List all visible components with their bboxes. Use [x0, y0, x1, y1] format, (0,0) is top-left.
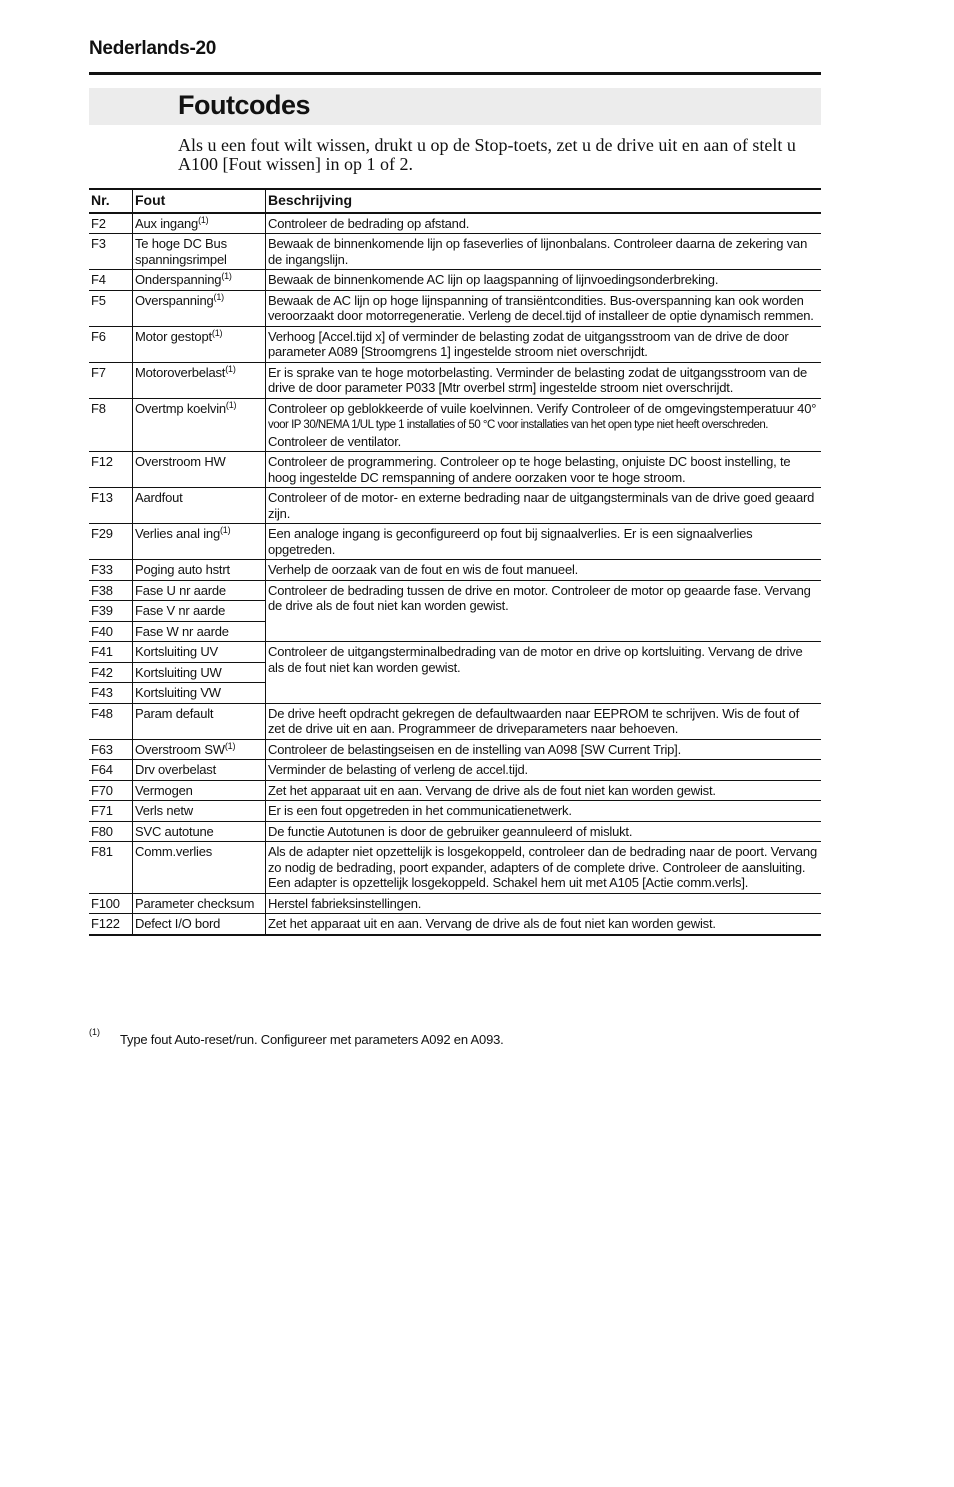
- fault-nr: F4: [89, 270, 133, 291]
- fault-description: Als de adapter niet opzettelijk is losgekoppeld, controleer dan de bedrading naar de poort. Vervang zo nodig de bedrading, poort expander, adapters of de complete drive. Controleer de aansluiting. Een adapter is opzettelijk losgekoppeld. Schakel hem uit met A105 [Actie comm.verls].: [266, 842, 822, 894]
- fault-description: Controleer de bedrading tussen de drive en motor. Controleer de motor op geaarde fase. Vervang de drive als de fout niet kan worden gewist.: [266, 580, 822, 642]
- fault-nr: F100: [89, 893, 133, 914]
- fault-description: Bewaak de binnenkomende lijn op faseverlies of lijnonbalans. Controleer daarna de zekering van de ingangslijn.: [266, 234, 822, 270]
- fault-nr: F39: [89, 601, 133, 622]
- fault-description: Controleer de uitgangsterminalbedrading van de motor en drive op kortsluiting. Vervang de drive als de fout niet kan worden gewist.: [266, 642, 822, 704]
- fault-name: Aux ingang$^{(1)}$: [133, 213, 266, 234]
- table-row: [89, 760, 821, 781]
- fault-description: Een analoge ingang is geconfigureerd op fout bij signaalverlies. Er is een signaalverlies opgetreden.: [266, 524, 822, 560]
- fault-description: Controleer op geblokkeerde of vuile koelvinnen. Verify Controleer of de omgevingstemperatuur 40° voor IP 30/NEMA 1/UL type 1 installaties of 50 °C voor installaties van het open type niet heeft overschreden. Controleer de ventilator.: [266, 398, 822, 452]
- fault-description: Bewaak de binnenkomende AC lijn op laagspanning of lijnvoedingsonderbreking.: [266, 270, 822, 291]
- fault-name: Onderspanning$^{(1)}$: [133, 270, 266, 291]
- table-row: [89, 524, 821, 560]
- footnote-ref: (1): [198, 214, 209, 225]
- fault-name: Overspanning$^{(1)}$: [133, 290, 266, 326]
- table-row: [89, 290, 821, 326]
- table-row: [89, 580, 821, 601]
- fault-description: Herstel fabrieksinstellingen.: [266, 893, 822, 914]
- fault-description: Controleer of de motor- en externe bedrading naar de uitgangsterminals van de drive goed geaard zijn.: [266, 488, 822, 524]
- footnote-ref: (1): [225, 399, 237, 410]
- fault-name: Verls netw: [133, 801, 266, 822]
- fault-nr: F29: [89, 524, 133, 560]
- footnote-text: Type fout Auto-reset/run. Configureer met parameters A092 en A093.: [120, 1032, 504, 1047]
- fault-name: Motor gestopt$^{(1)}$: [133, 326, 266, 362]
- fault-nr: F5: [89, 290, 133, 326]
- fault-nr: F43: [89, 683, 133, 704]
- table-row: [89, 893, 821, 914]
- table-row: [89, 326, 821, 362]
- table-row: [89, 703, 821, 739]
- fault-name: Drv overbelast: [133, 760, 266, 781]
- fault-nr: F12: [89, 452, 133, 488]
- table-row: [89, 560, 821, 581]
- fault-nr: F7: [89, 362, 133, 398]
- fault-nr: F38: [89, 580, 133, 601]
- fault-nr: F13: [89, 488, 133, 524]
- table-row: [89, 488, 821, 524]
- fault-name: Fase U nr aarde: [133, 580, 266, 601]
- table-row: [89, 821, 821, 842]
- footnote-ref: (1): [224, 740, 236, 751]
- fault-description: De drive heeft opdracht gekregen de defaultwaarden naar EEPROM te schrijven. Wis de fout of zet de drive uit en aan. Programmeer de driveparameters naar behoeven.: [266, 703, 822, 739]
- fault-nr: F63: [89, 739, 133, 760]
- fault-description: Zet het apparaat uit en aan. Vervang de drive als de fout niet kan worden gewist.: [266, 914, 822, 935]
- fault-name: Kortsluiting VW: [133, 683, 266, 704]
- fault-description: Zet het apparaat uit en aan. Vervang de drive als de fout niet kan worden gewist.: [266, 780, 822, 801]
- fault-name: Te hoge DC Bus spanningsrimpel: [133, 234, 266, 270]
- fault-name: Defect I/O bord: [133, 914, 266, 935]
- fault-nr: F2: [89, 213, 133, 234]
- intro-text: Als u een fout wilt wissen, drukt u op de Stop-toets, zet u de drive uit en aan of stelt u A100 [Fout wissen] in op 1 of 2.: [178, 135, 796, 174]
- fault-name: Fase W nr aarde: [133, 621, 266, 642]
- fault-description: Controleer de belastingseisen en de instelling van A098 [SW Current Trip].: [266, 739, 822, 760]
- fault-name: Poging auto hstrt: [133, 560, 266, 581]
- fault-nr: F6: [89, 326, 133, 362]
- fault-description: Verhoog [Accel.tijd x] of verminder de belasting zodat de uitgangsstroom van de drive de door parameter A089 [Stroomgrens 1] ingestelde stroom niet overschrijdt.: [266, 326, 822, 362]
- footnote-ref: (1): [219, 525, 231, 535]
- fault-nr: F64: [89, 760, 133, 781]
- fault-nr: F70: [89, 780, 133, 801]
- fault-description: Er is een fout opgetreden in het communicatienetwerk.: [266, 801, 822, 822]
- fault-description: De functie Autotunen is door de gebruiker geannuleerd of mislukt.: [266, 821, 822, 842]
- top-rule: [89, 72, 821, 75]
- table-row: [89, 398, 821, 452]
- table-header-row: [89, 189, 821, 213]
- fault-nr: F40: [89, 621, 133, 642]
- header-fout: Fout: [133, 189, 266, 213]
- fault-description: Bewaak de AC lijn op hoge lijnspanning of transiëntcondities. Bus-overspanning kan ook worden veroorzaakt door motorregeneratie. Verleng de decel.tijd of installeer de optie dynamisch remmen.: [266, 290, 822, 326]
- table-row: [89, 780, 821, 801]
- fault-name: Verlies anal ing$^{(1)}$: [133, 524, 266, 560]
- fault-name: SVC autotune: [133, 821, 266, 842]
- fault-name: Overtmp koelvin$^{(1)}$: [133, 398, 266, 452]
- table-row: [89, 842, 821, 894]
- header-nr: Nr.: [89, 189, 133, 213]
- table-row: [89, 270, 821, 291]
- fault-name: Kortsluiting UV: [133, 642, 266, 663]
- footnote-ref: (1): [213, 291, 224, 302]
- footnote-ref: (1): [211, 327, 223, 338]
- fault-description: Verminder de belasting of verleng de accel.tijd.: [266, 760, 822, 781]
- table-row: [89, 452, 821, 488]
- fault-nr: F41: [89, 642, 133, 663]
- table-row: [89, 362, 821, 398]
- fault-description: Controleer de programmering. Controleer op te hoge belasting, onjuiste DC boost instelling, te hoog ingestelde DC remspanning of andere oorzaken voor te hoge stroom.: [266, 452, 822, 488]
- fault-nr: F8: [89, 398, 133, 452]
- fault-nr: F48: [89, 703, 133, 739]
- fault-description: Er is sprake van te hoge motorbelasting. Verminder de belasting zodat de uitgangsstroom van de drive de door parameter P033 [Mtr overbel strm] ingestelde stroom niet overschrijdt.: [266, 362, 822, 398]
- section-title: Foutcodes: [178, 90, 311, 120]
- fault-name: Aardfout: [133, 488, 266, 524]
- table-row: [89, 739, 821, 760]
- fault-name: Param default: [133, 703, 266, 739]
- fault-name: Fase V nr aarde: [133, 601, 266, 622]
- table-row: [89, 213, 821, 234]
- fault-nr: F81: [89, 842, 133, 894]
- table-row: [89, 914, 821, 935]
- fault-nr: F71: [89, 801, 133, 822]
- fault-nr: F42: [89, 662, 133, 683]
- fault-description: Verhelp de oorzaak van de fout en wis de fout manueel.: [266, 560, 822, 581]
- fault-description: Controleer de bedrading op afstand.: [266, 213, 822, 234]
- fault-name: Overstroom SW$^{(1)}$: [133, 739, 266, 760]
- page-label: Nederlands-20: [89, 38, 217, 59]
- fault-name: Vermogen: [133, 780, 266, 801]
- header-beschrijving: Beschrijving: [266, 189, 822, 213]
- fault-nr: F122: [89, 914, 133, 935]
- fault-name: Motoroverbelast$^{(1)}$: [133, 362, 266, 398]
- fault-name: Comm.verlies: [133, 842, 266, 894]
- footnote-ref: (1): [225, 363, 236, 374]
- fault-name: Overstroom HW: [133, 452, 266, 488]
- table-row: [89, 642, 821, 663]
- fault-name: Kortsluiting UW: [133, 662, 266, 683]
- table-row: [89, 801, 821, 822]
- footnote-ref: (1): [221, 271, 232, 281]
- fault-name: Parameter checksum: [133, 893, 266, 914]
- table-row: [89, 234, 821, 270]
- fault-code-table: [89, 188, 821, 936]
- fault-nr: F80: [89, 821, 133, 842]
- fault-nr: F33: [89, 560, 133, 581]
- fault-nr: F3: [89, 234, 133, 270]
